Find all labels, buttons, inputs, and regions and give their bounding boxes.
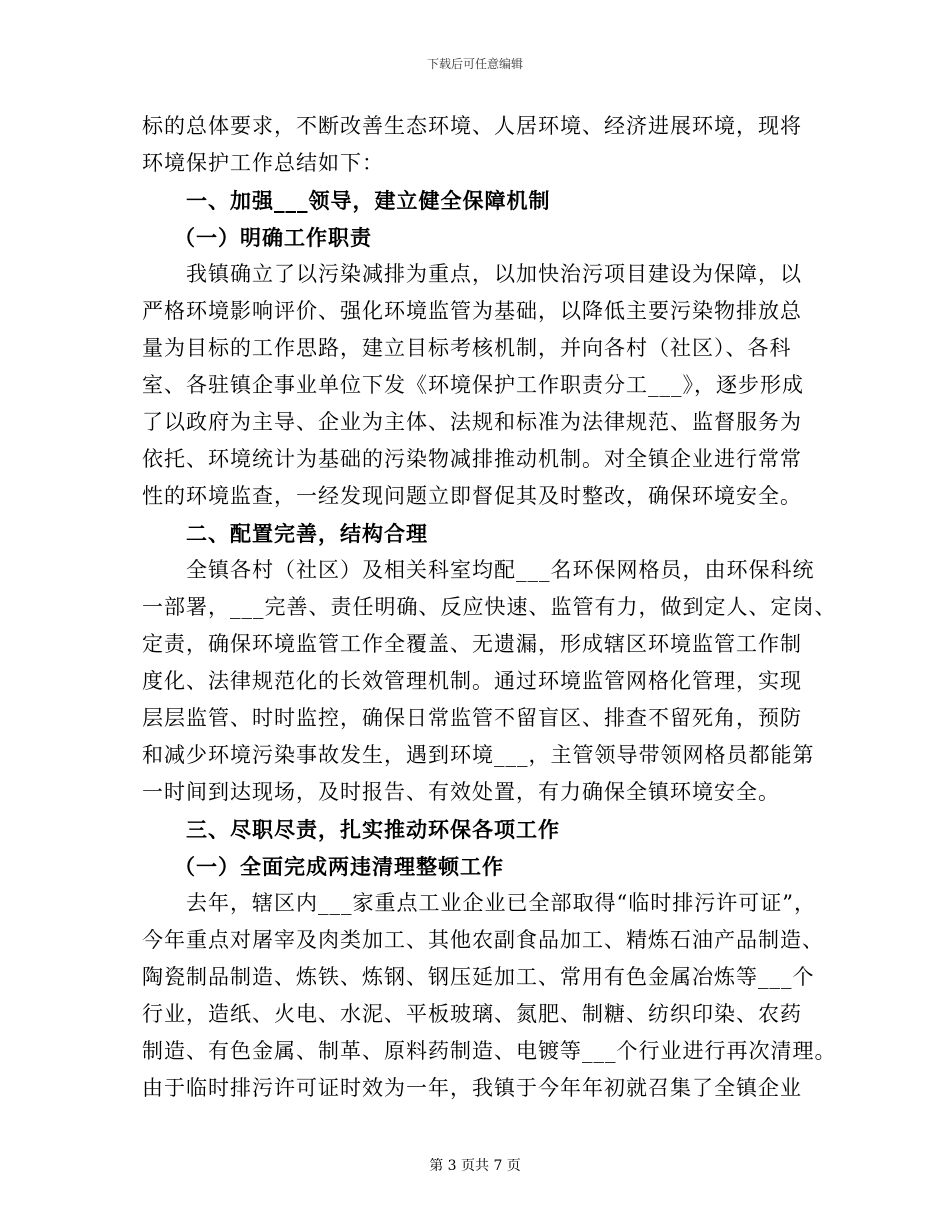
body-text-line: 量为目标的工作思路，建立目标考核机制，并向各村（社区）、各科: [142, 336, 792, 360]
body-text-line: 定责，确保环境监管工作全覆盖、无遗漏，形成辖区环境监管工作制: [142, 632, 802, 656]
body-text-line: 和减少环境污染事故发生，遇到环境___，主管领导带领网格员都能第: [142, 743, 815, 767]
body-text-line: 一时间到达现场，及时报告、有效处置，有力确保全镇环境安全。: [142, 780, 780, 804]
body-text-line: 性的环境监查，一经发现问题立即督促其及时整改，确保环境安全。: [142, 484, 802, 508]
body-text-line: 度化、法律规范化的长效管理机制。通过环境监管网格化管理，实现: [142, 669, 802, 693]
body-text-line: 标的总体要求，不断改善生态环境、人居环境、经济进展环境，现将: [142, 114, 802, 138]
section-heading: 二、配置完善，结构合理: [186, 521, 428, 546]
section-heading: 一、加强___领导，建立健全保障机制: [186, 188, 551, 213]
section-heading: （一）全面完成两违清理整顿工作: [174, 854, 504, 879]
body-text-line: 室、各驻镇企事业单位下发《环境保护工作职责分工___》，逐步形成: [142, 373, 804, 397]
body-text-line: 依托、环境统计为基础的污染物减排推动机制。对全镇企业进行常常: [142, 447, 802, 471]
body-text-line: 我镇确立了以污染减排为重点，以加快治污项目建设为保障，以: [186, 262, 802, 286]
body-text-line: 环境保护工作总结如下：: [142, 151, 384, 175]
header-note: 下载后可任意编辑: [426, 57, 523, 71]
document-body: [142, 108, 837, 1107]
body-text-line: 去年，辖区内___家重点工业企业已全部取得“临时排污许可证”，: [186, 891, 816, 915]
body-text-line: 全镇各村（社区）及相关科室均配___名环保网格员，由环保科统: [186, 558, 815, 582]
body-text-line: 一部署，___完善、责任明确、反应快速、监管有力，做到定人、定岗、: [142, 595, 837, 619]
body-text-line: 今年重点对屠宰及肉类加工、其他农副食品加工、精炼石油产品制造、: [142, 928, 824, 952]
body-text-line: 由于临时排污许可证时效为一年，我镇于今年年初就召集了全镇企业: [142, 1076, 802, 1100]
body-text-line: 层层监管、时时监控，确保日常监管不留盲区、排查不留死角，预防: [142, 706, 802, 730]
page-number: 第 3 页共 7 页: [429, 1158, 521, 1174]
body-text-line: 严格环境影响评价、强化环境监管为基础，以降低主要污染物排放总: [142, 299, 802, 323]
section-heading: 三、尽职尽责，扎实推动环保各项工作: [186, 817, 560, 842]
body-text-line: 制造、有色金属、制革、原料药制造、电镀等___个行业进行再次清理。: [142, 1039, 837, 1063]
body-text-line: 陶瓷制品制造、炼铁、炼钢、钢压延加工、常用有色金属冶炼等___个: [142, 965, 815, 989]
body-text-line: 了以政府为主导、企业为主体、法规和标准为法律规范、监督服务为: [142, 410, 802, 434]
body-text-line: 行业，造纸、火电、水泥、平板玻璃、氮肥、制糖、纺织印染、农药: [142, 1002, 802, 1026]
section-heading: （一）明确工作职责: [174, 225, 372, 250]
